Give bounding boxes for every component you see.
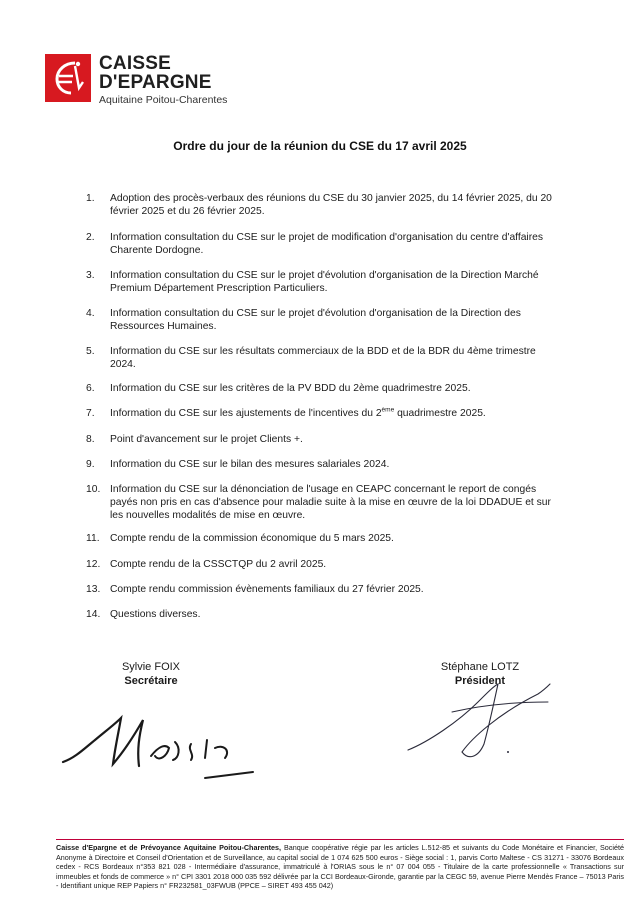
agenda-item-number: 11. xyxy=(86,533,100,544)
signatory-name: Sylvie FOIX xyxy=(121,661,181,673)
footer-company: Caisse d'Epargne et de Prévoyance Aquitaine Poitou-Charentes, xyxy=(56,843,282,852)
agenda-item-text: Information du CSE sur les critères de la PV BDD du 2ème quadrimestre 2025. xyxy=(110,383,471,394)
brand-line-2: D'EPARGNE xyxy=(99,72,212,93)
agenda-item-text: Information consultation du CSE sur le projet de modification d'organisation du centre d'affaires Charente Dordogne. xyxy=(110,232,544,256)
page-title: Ordre du jour de la réunion du CSE du 17 avril 2025 xyxy=(173,139,467,153)
agenda-item-text: Information du CSE sur la dénonciation de l'usage en CEAPC concernant le report de congés payés non pris en cas d'absence pour maladie suite à la mise en œuvre de la loi DDADUE et sur les nouvelles modalités de mise en œuvre. xyxy=(110,484,551,521)
agenda-item-number: 7. xyxy=(86,408,95,419)
agenda-item-text: Questions diverses. xyxy=(110,609,201,620)
legal-footer xyxy=(56,843,624,899)
agenda-item-number: 12. xyxy=(86,559,101,570)
agenda-item-number: 3. xyxy=(86,270,95,281)
brand-name xyxy=(99,54,212,92)
agenda-item-text-part: Information du CSE sur les ajustements de l'incentives du 2 xyxy=(110,408,382,419)
signatory-role: Président xyxy=(454,675,506,687)
agenda-item-text: Compte rendu commission évènements familiaux du 27 février 2025. xyxy=(110,584,424,595)
agenda-item-text: Information consultation du CSE sur le projet d'évolution d'organisation de la Direction des Ressources Humaines. xyxy=(110,308,521,332)
signatory-name: Stéphane LOTZ xyxy=(440,661,520,673)
brand-line-1: CAISSE xyxy=(99,53,171,74)
agenda-item-number: 10. xyxy=(86,484,101,495)
agenda-item-text: Information du CSE sur le bilan des mesures salariales 2024. xyxy=(110,459,390,470)
brand-region: Aquitaine Poitou-Charentes xyxy=(99,94,228,106)
agenda-item-number: 4. xyxy=(86,308,95,319)
brand-logo xyxy=(45,54,255,106)
agenda-item-number: 8. xyxy=(86,434,95,445)
signature-president-icon xyxy=(398,672,558,772)
agenda-item-number: 9. xyxy=(86,459,95,470)
agenda-item-text-sup: ème xyxy=(381,406,395,414)
agenda-item-number: 6. xyxy=(86,383,95,394)
signatory-role: Secrétaire xyxy=(124,675,178,687)
signature-secretary-icon xyxy=(55,690,265,795)
agenda-item-text-part: quadrimestre 2025. xyxy=(394,408,486,419)
agenda-item-number: 1. xyxy=(86,193,95,204)
agenda-item-number: 2. xyxy=(86,232,95,243)
signatory-secretary xyxy=(96,660,206,688)
agenda-item-text: Compte rendu de la CSSCTQP du 2 avril 2025. xyxy=(110,559,327,570)
footer-rule xyxy=(56,839,624,840)
agenda-item-text: Point d'avancement sur le projet Clients +. xyxy=(110,434,303,445)
agenda-item-text: Information consultation du CSE sur le projet d'évolution d'organisation de la Direction Marché Premium Département Prescription Particuliers. xyxy=(110,270,539,294)
agenda-item-number: 14. xyxy=(86,609,101,620)
agenda-item-text: Information du CSE sur les résultats commerciaux de la BDD et de la BDR du 4ème trimestre 2024. xyxy=(110,346,536,370)
squirrel-icon xyxy=(45,54,91,102)
agenda-item-number: 13. xyxy=(86,584,101,595)
footer-text: Banque coopérative régie par les articles L.512-85 et suivants du Code Monétaire et Financier, Société Anonyme à Directoire et Conseil d'Orientation et de Surveillance, au capital social de 1 074 625 500 euros - Siège social : 1, parvis Corto Maltese - CS 31271 - 33076 Bordeaux cedex - RCS Bordeaux n°353 821 028 - Intermédiaire d'assurance, immatriculé à l'ORIAS sous le n° 07 004 055 - Titulaire de la carte professionnelle « Transactions sur immeubles et fonds de commerce » n° CPI 3301 2018 000 035 592 délivrée par la CCI Bordeaux-Gironde, garantie par la CEGC 59, avenue Pierre Mendès France – 75013 Paris - Identifiant unique REP Papiers n° FR232581_03FWUB (PPCE – SIRET 493 455 042) xyxy=(56,843,624,891)
agenda-item-text: Adoption des procès-verbaux des réunions du CSE du 30 janvier 2025, du 14 février 2025, du 20 février 2025 et du 26 février 2025. xyxy=(110,193,552,217)
agenda-item-text: Compte rendu de la commission économique du 5 mars 2025. xyxy=(110,533,394,544)
agenda-item-number: 5. xyxy=(86,346,95,357)
agenda-item-text xyxy=(110,407,562,420)
